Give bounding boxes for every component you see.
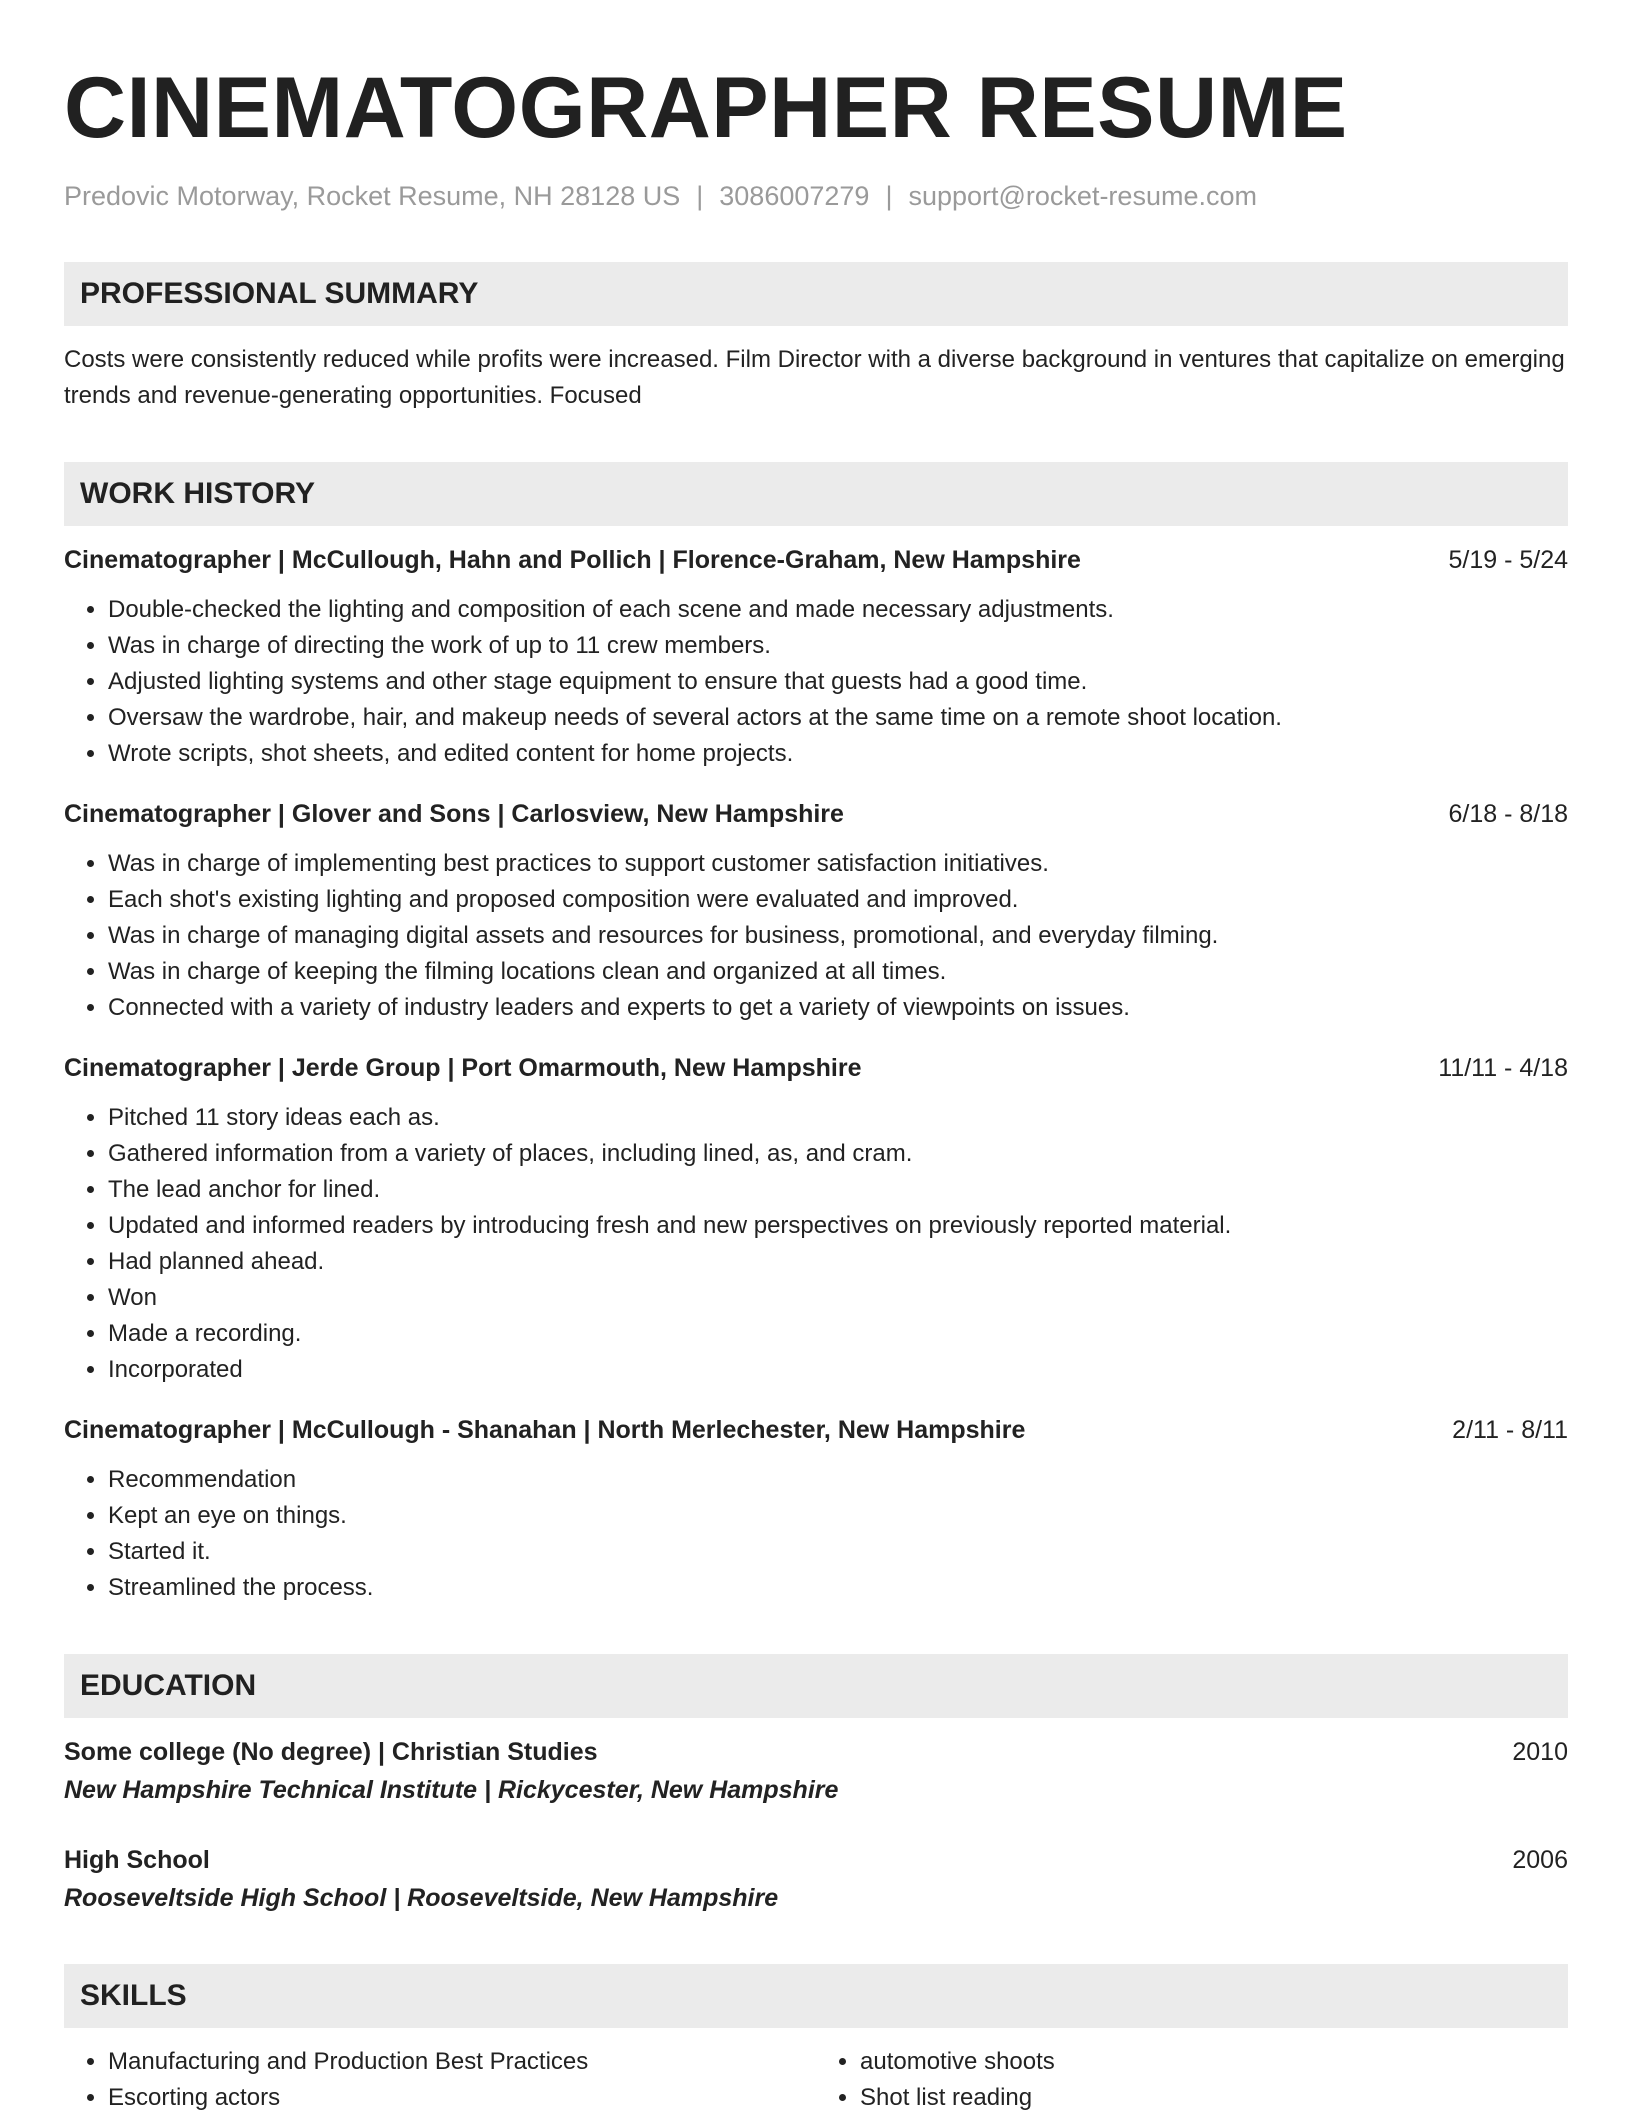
section-heading-work-history: WORK HISTORY <box>64 462 1568 526</box>
job-entry <box>64 796 1568 1026</box>
job-header <box>64 796 1568 832</box>
job-entry <box>64 542 1568 772</box>
skills-column-right <box>816 2044 1568 2116</box>
job-bullet: • The lead anchor for lined. <box>108 1172 1568 1208</box>
job-bullet: • Connected with a variety of industry leaders and experts to get a variety of viewpoints on issues. <box>108 990 1568 1026</box>
job-bullet: • Was in charge of keeping the filming locations clean and organized at all times. <box>108 954 1568 990</box>
job-header <box>64 1412 1568 1448</box>
education-degree: Some college (No degree) | Christian Studies <box>64 1738 598 1766</box>
skill-item: • Shot list reading <box>860 2080 1568 2116</box>
job-bullet: • Won <box>108 1280 1568 1316</box>
skill-item: • Escorting actors <box>108 2080 816 2116</box>
skill-item: • automotive shoots <box>860 2044 1568 2080</box>
skills-list <box>64 2044 1568 2116</box>
job-bullet: • Adjusted lighting systems and other stage equipment to ensure that guests had a good time. <box>108 664 1568 700</box>
section-heading-summary: PROFESSIONAL SUMMARY <box>64 262 1568 326</box>
job-bullet: • Made a recording. <box>108 1316 1568 1352</box>
job-bullet: • Was in charge of directing the work of up to 11 crew members. <box>108 628 1568 664</box>
resume-title: CINEMATOGRAPHER RESUME <box>64 60 1348 156</box>
job-bullet: • Recommendation <box>108 1462 1568 1498</box>
contact-line <box>64 178 1568 214</box>
job-bullet: • Wrote scripts, shot sheets, and edited content for home projects. <box>108 736 1568 772</box>
job-bullet: • Double-checked the lighting and composition of each scene and made necessary adjustments. <box>108 592 1568 628</box>
job-bullet: • Gathered information from a variety of places, including lined, as, and cram. <box>108 1136 1568 1172</box>
job-dates: 5/19 - 5/24 <box>1448 546 1568 574</box>
job-bullet: • Streamlined the process. <box>108 1570 1568 1606</box>
job-bullet: • Kept an eye on things. <box>108 1498 1568 1534</box>
job-bullets <box>64 846 1568 1026</box>
job-title: Cinematographer | Jerde Group | Port Omarmouth, New Hampshire <box>64 1054 862 1082</box>
education-year: 2010 <box>1512 1738 1568 1766</box>
job-title: Cinematographer | McCullough - Shanahan | North Merlechester, New Hampshire <box>64 1416 1026 1444</box>
job-dates: 6/18 - 8/18 <box>1448 800 1568 828</box>
job-bullet: • Oversaw the wardrobe, hair, and makeup needs of several actors at the same time on a remote shoot location. <box>108 700 1568 736</box>
job-title: Cinematographer | McCullough, Hahn and Pollich | Florence-Graham, New Hampshire <box>64 546 1081 574</box>
skill-item: • Manufacturing and Production Best Practices <box>108 2044 816 2080</box>
job-bullet: • Incorporated <box>108 1352 1568 1388</box>
summary-text: Costs were consistently reduced while profits were increased. Film Director with a diverse background in ventures that capitalize on emerging trends and revenue-generating opportunities. Focused <box>64 346 1565 409</box>
job-header <box>64 542 1568 578</box>
skills-column-left <box>64 2044 816 2116</box>
education-degree: High School <box>64 1846 210 1874</box>
contact-phone: 3086007279 <box>719 181 870 211</box>
job-dates: 2/11 - 8/11 <box>1452 1416 1568 1444</box>
education-header <box>64 1734 1568 1770</box>
job-bullet: • Had planned ahead. <box>108 1244 1568 1280</box>
education-school: New Hampshire Technical Institute | Rickycester, New Hampshire <box>64 1776 839 1804</box>
contact-separator: | <box>696 181 704 211</box>
job-bullets <box>64 592 1568 772</box>
job-entry <box>64 1050 1568 1388</box>
job-bullet: • Each shot's existing lighting and proposed composition were evaluated and improved. <box>108 882 1568 918</box>
education-school: Rooseveltside High School | Rooseveltside, New Hampshire <box>64 1884 779 1912</box>
job-dates: 11/11 - 4/18 <box>1438 1054 1568 1082</box>
job-bullet: • Was in charge of managing digital assets and resources for business, promotional, and everyday filming. <box>108 918 1568 954</box>
job-header <box>64 1050 1568 1086</box>
job-bullet: • Updated and informed readers by introducing fresh and new perspectives on previously reported material. <box>108 1208 1568 1244</box>
job-title: Cinematographer | Glover and Sons | Carlosview, New Hampshire <box>64 800 844 828</box>
contact-email: support@rocket-resume.com <box>908 181 1257 211</box>
job-bullets <box>64 1100 1568 1388</box>
contact-separator: | <box>885 181 893 211</box>
section-heading-skills: SKILLS <box>64 1964 1568 2028</box>
contact-address: Predovic Motorway, Rocket Resume, NH 28128 US <box>64 181 681 211</box>
section-heading-education: EDUCATION <box>64 1654 1568 1718</box>
education-header <box>64 1842 1568 1878</box>
job-entry <box>64 1412 1568 1606</box>
job-bullet: • Pitched 11 story ideas each as. <box>108 1100 1568 1136</box>
job-bullets <box>64 1462 1568 1606</box>
job-bullet: • Was in charge of implementing best practices to support customer satisfaction initiatives. <box>108 846 1568 882</box>
education-entry <box>64 1842 1568 1916</box>
job-bullet: • Started it. <box>108 1534 1568 1570</box>
education-entry <box>64 1734 1568 1808</box>
education-year: 2006 <box>1512 1846 1568 1874</box>
